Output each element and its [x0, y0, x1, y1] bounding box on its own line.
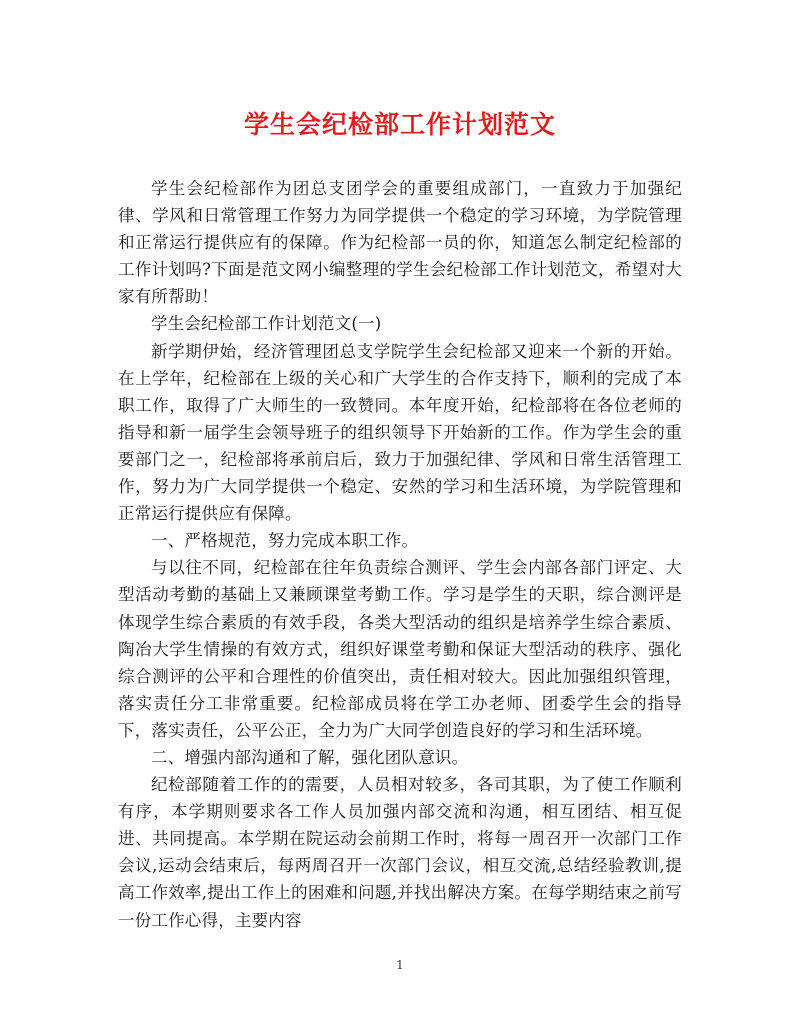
section-heading-one: 一、严格规范，努力完成本职工作。 — [151, 531, 419, 551]
document-title: 学生会纪检部工作计划范文 — [243, 110, 556, 139]
page-number: 1 — [396, 958, 404, 972]
body-paragraph: 新学期伊始，经济管理团总支学院学生会纪检部又迎来一个新的开始。在上学年，纪检部在上级的关心和广大学生的合作支持下，顺利的完成了本职工作，取得了广大师生的一致赞同。本年度开始，纪检部将在各位老师的指导和新一届学生会领导班子的组织领导下开始新的工作。作为学生会的重要部门之一，纪检部将承前启后，致力于加强纪律、学风和日常生活管理工作，努力为广大同学提供一个稳定、安然的学习和生活环境，为学院管理和正常运行提供应有保障。 — [118, 341, 682, 524]
section-heading-sample-one: 学生会纪检部工作计划范文(一) — [151, 314, 382, 334]
intro-paragraph: 学生会纪检部作为团总支团学会的重要组成部门，一直致力于加强纪律、学风和日常管理工作努力为同学提供一个稳定的学习环境，为学院管理和正常运行提供应有的保障。作为纪检部一员的你，知道怎么制定纪检部的工作计划吗?下面是范文网小编整理的学生会纪检部工作计划范文，希望对大家有所帮助！ — [118, 179, 682, 307]
body-paragraph: 与以往不同，纪检部在往年负责综合测评、学生会内部各部门评定、大型活动考勤的基础上又兼顾课堂考勤工作。学习是学生的天职，综合测评是体现学生综合素质的有效手段，各类大型活动的组织是培养学生综合素质、陶冶大学生情操的有效方式，组织好课堂考勤和保证大型活动的秩序、强化综合测评的公平和合理性的价值突出，责任相对较大。因此加强组织管理，落实责任分工非常重要。纪检部成员将在学工办老师、团委学生会的指导下，落实责任，公平公正，全力为广大同学创造良好的学习和生活环境。 — [118, 558, 682, 740]
section-heading-two: 二、增强内部沟通和了解，强化团队意识。 — [151, 747, 469, 767]
body-paragraph: 纪检部随着工作的的需要，人员相对较多，各司其职，为了使工作顺利有序，本学期则要求各工作人员加强内部交流和沟通，相互团结、相互促进、共同提高。本学期在院运动会前期工作时，将每一周召开一次部门工作会议,运动会结束后，每两周召开一次部门会议，相互交流,总结经验教训,提高工作效率,提出工作上的困难和问题,并找出解决方案。在每学期结束之前写一份工作心得，主要内容 — [118, 775, 682, 930]
document-body — [118, 175, 682, 934]
